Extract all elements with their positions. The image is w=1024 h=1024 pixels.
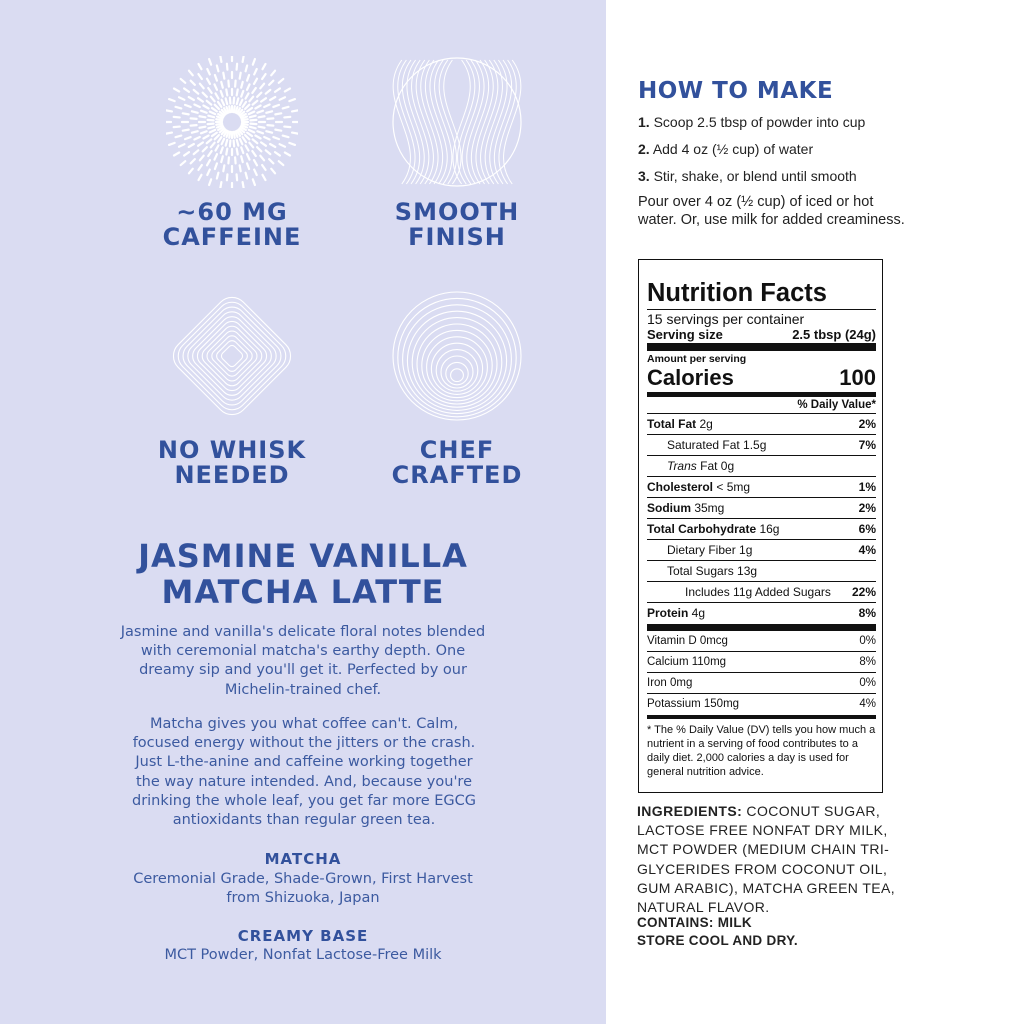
matcha-detail-line2: from Shizuoka, Japan bbox=[226, 890, 380, 906]
nutrient-percent: 22% bbox=[851, 585, 876, 599]
vitamin-percent: 0% bbox=[859, 677, 876, 689]
nutrient-rows bbox=[647, 414, 876, 624]
nutrient-label: Total Sugars 13g bbox=[667, 564, 758, 578]
nutrition-facts-title: Nutrition Facts bbox=[647, 279, 827, 307]
concentric-diamond-icon bbox=[166, 290, 298, 422]
feature-label-whisk: NO WHISK NEEDED bbox=[157, 436, 307, 489]
step-1: 1. Scoop 2.5 tbsp of powder into cup bbox=[638, 114, 866, 130]
vitamin-label: Iron 0mg bbox=[647, 677, 693, 689]
vitamin-row bbox=[647, 694, 876, 715]
concentric-circle-icon bbox=[391, 290, 523, 422]
nutrient-percent: 4% bbox=[858, 543, 876, 557]
nutrient-label: Dietary Fiber 1g bbox=[667, 543, 753, 557]
nutrient-label: Protein 4g bbox=[647, 606, 706, 620]
matcha-benefits-text: Matcha gives you what coffee can't. Calm, focused energy without the jitters or the crash. Just L-the-anine and caffeine working together the way nature intended. And, because you're drinking the whole leaf, you get far more EGCG antioxidants than regular green tea. bbox=[131, 716, 476, 829]
vitamin-rows bbox=[647, 631, 876, 715]
nutrient-row bbox=[647, 519, 876, 540]
wave-sphere-icon bbox=[391, 56, 523, 188]
creamy-base-detail: MCT Powder, Nonfat Lactose-Free Milk bbox=[164, 947, 442, 963]
divider bbox=[647, 624, 876, 631]
vitamin-label: Potassium 150mg bbox=[647, 698, 740, 710]
nutrition-facts-label bbox=[638, 259, 883, 793]
nutrient-percent: 2% bbox=[858, 417, 876, 431]
vitamin-label: Calcium 110mg bbox=[647, 656, 727, 668]
creamy-base-heading: CREAMY BASE bbox=[237, 927, 369, 945]
vitamin-label: Vitamin D 0mcg bbox=[647, 635, 728, 647]
servings-per-container: 15 servings per container bbox=[647, 309, 876, 327]
step-2: 2. Add 4 oz (½ cup) of water bbox=[638, 141, 814, 157]
nutrient-row bbox=[647, 540, 876, 561]
vitamin-row bbox=[647, 631, 876, 652]
product-description: Jasmine and vanilla's delicate floral notes blended with ceremonial matcha's earthy depth. One dreamy sip and you'll get it. Perfected by our Michelin-trained chef. bbox=[120, 624, 486, 698]
nutrient-label: Trans Fat 0g bbox=[667, 459, 735, 473]
feature-label-chef: CHEF CRAFTED bbox=[391, 436, 523, 489]
product-title: JASMINE VANILLA MATCHA LATTE bbox=[138, 537, 468, 611]
nutrient-row bbox=[647, 603, 876, 624]
amount-per-serving: Amount per serving bbox=[647, 353, 747, 365]
nutrient-percent: 1% bbox=[858, 480, 876, 494]
nutrient-label: Includes 11g Added Sugars bbox=[685, 585, 831, 599]
daily-value-header: % Daily Value* bbox=[647, 397, 876, 414]
feature-label-caffeine: ~60 MG CAFFEINE bbox=[162, 198, 302, 251]
nutrient-row bbox=[647, 561, 876, 582]
nutrient-row bbox=[647, 498, 876, 519]
nutrient-row bbox=[647, 456, 876, 477]
daily-value-footnote: * The % Daily Value (DV) tells you how much a nutrient in a serving of food contributes to a daily diet. 2,000 calories a day is used for general nutrition advice. bbox=[647, 724, 876, 778]
matcha-detail-line1: Ceremonial Grade, Shade-Grown, First Harvest bbox=[133, 871, 473, 887]
nutrient-label: Total Carbohydrate 16g bbox=[647, 522, 780, 536]
radial-burst-icon bbox=[166, 56, 298, 188]
feature-label-smooth: SMOOTH FINISH bbox=[394, 198, 520, 251]
ingredients-list: INGREDIENTS: COCONUT SUGAR, LACTOSE FREE NONFAT DRY MILK, MCT POWDER (MEDIUM CHAIN TRI-GLYCERIDES FROM COCONUT OIL, GUM ARABIC), MATCHA GREEN TEA, NATURAL FLAVOR. bbox=[637, 803, 896, 916]
nutrient-percent: 7% bbox=[858, 438, 876, 452]
nutrient-row bbox=[647, 582, 876, 603]
nutrient-label: Cholesterol < 5mg bbox=[647, 480, 751, 494]
preparation-note: Pour over 4 oz (½ cup) of iced or hot water. Or, use milk for added creaminess. bbox=[638, 194, 905, 228]
step-3: 3. Stir, shake, or blend until smooth bbox=[638, 168, 857, 184]
nutrient-percent: 8% bbox=[858, 606, 876, 620]
nutrient-row bbox=[647, 414, 876, 435]
vitamin-row bbox=[647, 673, 876, 694]
storage-instructions: STORE COOL AND DRY. bbox=[637, 933, 798, 948]
nutrient-row bbox=[647, 435, 876, 456]
matcha-heading: MATCHA bbox=[264, 850, 342, 868]
nutrient-percent: 2% bbox=[858, 501, 876, 515]
how-to-make-title: HOW TO MAKE bbox=[638, 78, 834, 104]
allergen-statement: CONTAINS: MILK bbox=[637, 915, 752, 930]
vitamin-percent: 0% bbox=[859, 635, 876, 647]
calories-row: Calories 100 bbox=[647, 365, 876, 390]
vitamin-percent: 8% bbox=[859, 656, 876, 668]
nutrient-row bbox=[647, 477, 876, 498]
nutrient-percent: 6% bbox=[858, 522, 876, 536]
nutrient-label: Saturated Fat 1.5g bbox=[667, 438, 767, 452]
nutrient-label: Total Fat 2g bbox=[647, 417, 713, 431]
vitamin-row bbox=[647, 652, 876, 673]
nutrient-label: Sodium 35mg bbox=[647, 501, 725, 515]
serving-size: Serving size 2.5 tbsp (24g) bbox=[647, 327, 876, 342]
divider bbox=[647, 343, 876, 351]
vitamin-percent: 4% bbox=[859, 698, 876, 710]
